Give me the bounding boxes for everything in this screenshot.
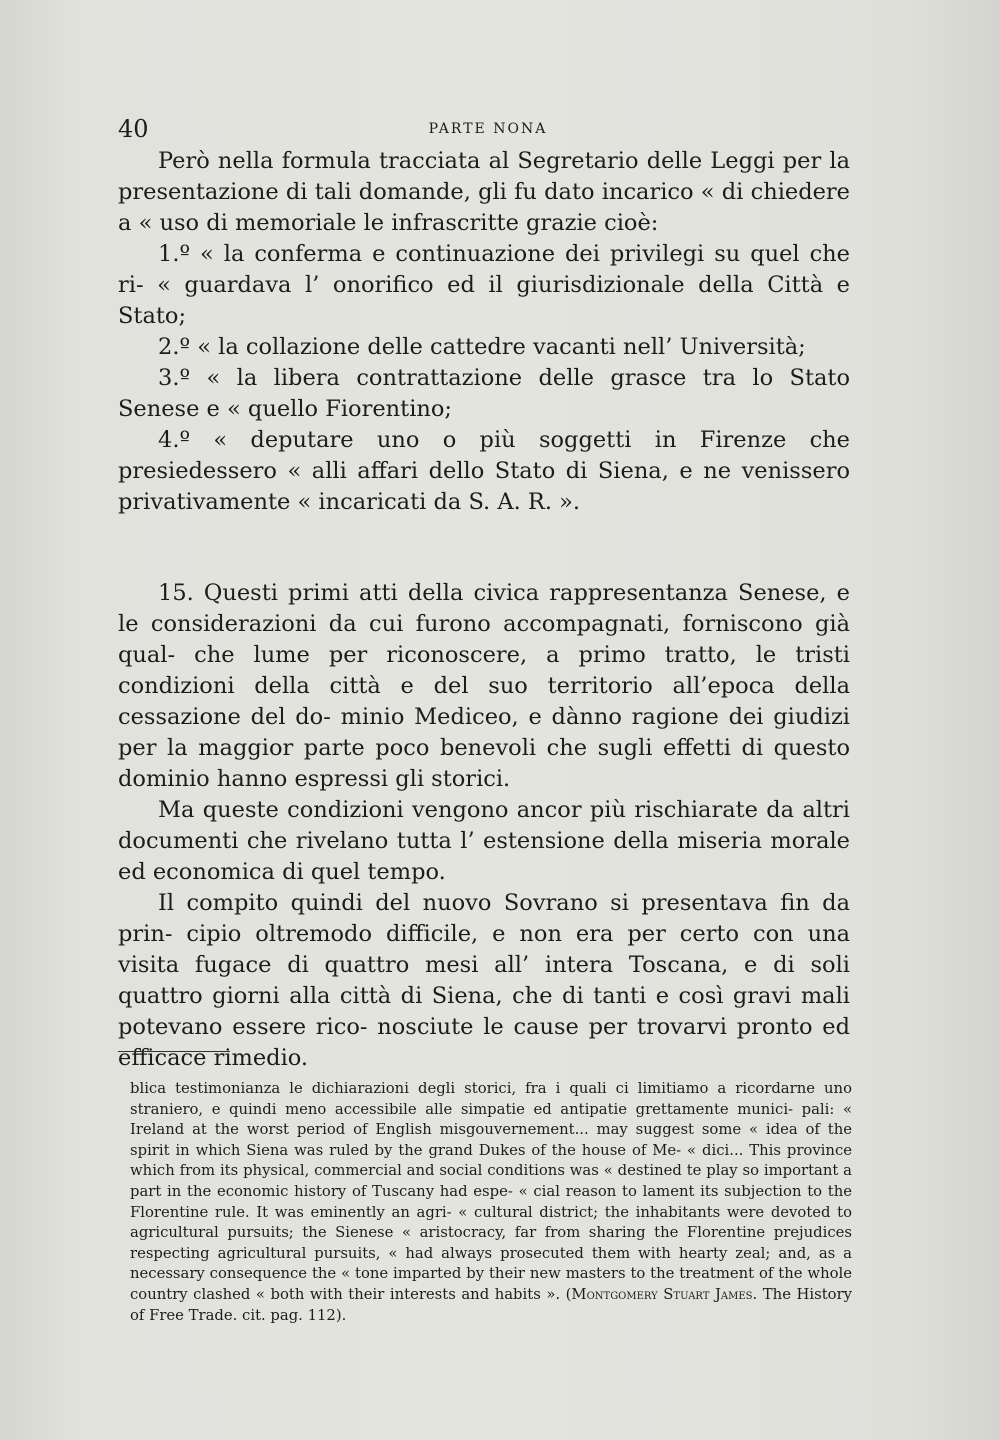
list-item-1: 1.º « la conferma e continuazione dei privilegi su quel che ri- « guardava l’ onorifico ed il giurisdizionale della Città e Stato; (118, 241, 850, 329)
running-title: PARTE NONA (428, 121, 548, 137)
list-item-2: 2.º « la collazione delle cattedre vacanti nell’ Università; (158, 334, 806, 360)
page-number: 40 (118, 115, 149, 143)
footnote-citation: . The History of Free Trade. cit. pag. 112). (130, 1285, 853, 1324)
footnote-separator (118, 1051, 230, 1052)
footnote (130, 1079, 852, 1326)
paragraph-sovereign-task: Il compito quindi del nuovo Sovrano si presentava fin da prin- cipio oltremodo difficile, e non era per certo con una visita fugace di quattro mesi all’ intera Toscana, e di soli quattro giorni alla città di Siena, che di tanti e così gravi mali potevano essere rico- nosciute le cause per trovarvi pronto ed efficace rimedio. (118, 890, 850, 1071)
list-item-3: 3.º « la libera contrattazione delle grasce tra lo Stato Senese e « quello Fiorentino; (118, 365, 850, 422)
footnote-body: blica testimonianza le dichiarazioni degli storici, fra i quali ci limitiamo a ricordarne uno straniero, e quindi meno accessibile alle simpatie ed antipatie grettamente munici- pali: « Ireland at the worst period of English misgouvernement... may suggest some « idea of the spirit in which Siena was ruled by the grand Dukes of the house of Me- « dici... This province which from its physical, commercial and social conditions was « destined te play so important a part in the economic history of Tuscany had espe- « cial reason to lament its subjection to the Florentine rule. It was eminently an agri- « cultural district; the inhabitants were devoted to agricultural pursuits; the Sienese « aristocracy, far from sharing the Florentine prejudices respecting agricultural pursuits, « had always prosecuted them with hearty zeal; and, as a necessary consequence the « tone imparted by their new masters to the treatment of the whole country clashed « both with their interests and habits ». ( (130, 1080, 852, 1303)
page-header (118, 114, 858, 144)
list-item-4: 4.º « deputare uno o più soggetti in Firenze che presiedessero « alli affari dello Stato di Siena, e ne venissero privativamente « incaricati da S. A. R. ». (118, 427, 850, 515)
paragraph-intro: Però nella formula tracciata al Segretario delle Leggi per la presentazione di tali domande, gli fu dato incarico « di chiedere a « uso di memoriale le infrascritte grazie cioè: (118, 148, 850, 236)
section-gap (118, 518, 850, 578)
main-text (118, 146, 850, 1074)
paragraph-section-15: 15. Questi primi atti della civica rappresentanza Senese, e le considerazioni da cui furono accompagnati, forniscono già qual- che lume per riconoscere, a primo tratto, le tristi condizioni della città e del suo territorio all’epoca della cessazione del do- minio Mediceo, e dànno ragione dei giudizi per la maggior parte poco benevoli che sugli effetti di questo dominio hanno espressi gli storici. (118, 580, 850, 792)
footnote-text (130, 1079, 852, 1326)
paragraph-conditions: Ma queste condizioni vengono ancor più rischiarate da altri documenti che rivelano tutta l’ estensione della miseria morale ed economica di quel tempo. (118, 797, 850, 885)
footnote-author: Montgomery Stuart James (571, 1285, 753, 1303)
